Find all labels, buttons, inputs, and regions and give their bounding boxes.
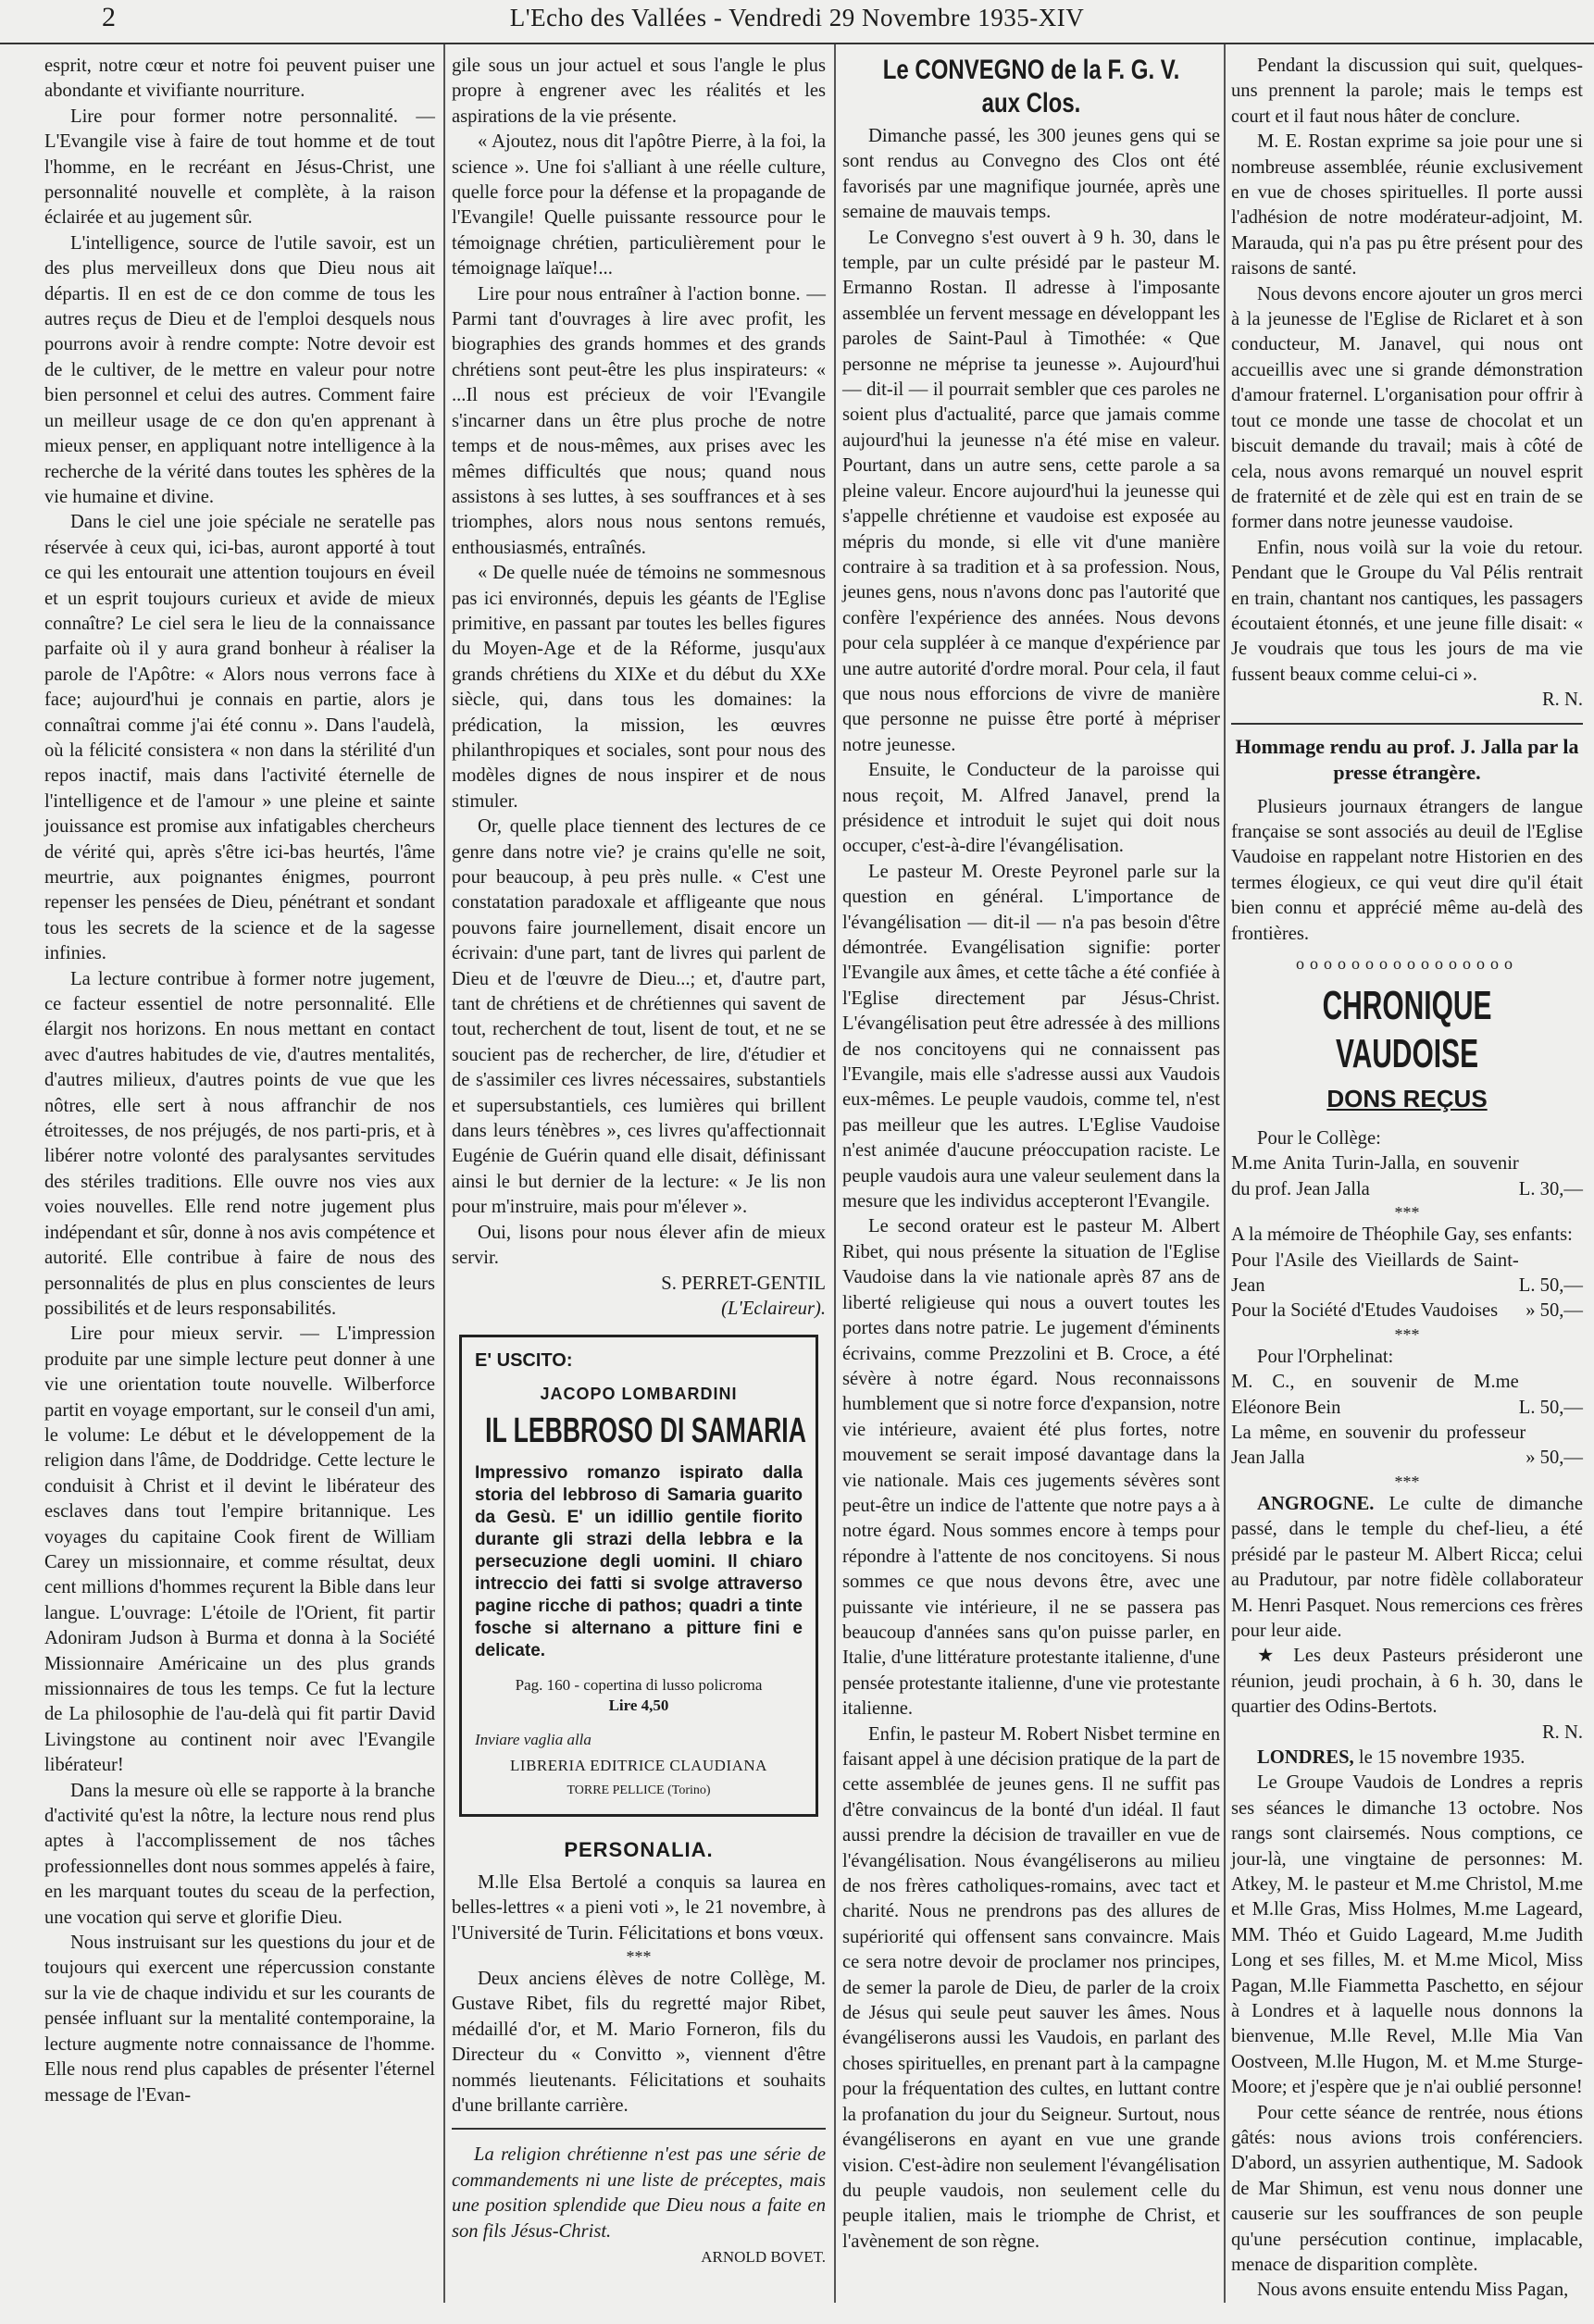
ad-order-note: Inviare vaglia alla [475, 1731, 592, 1749]
ad-description: Impressivo romanzo ispirato dalla storia del lebbroso di Samaria guarito da Gesù. E' un idillio gentile fiorito durante gli strazi della lebbra e la persecuzione degli uomini. Il chiaro intreccio dei fatti si svolge attraverso pagine ricche di pathos; quadri a tinte fosche si alternano a pitture fini e delicate. [475, 1463, 803, 1661]
donation-category: Pour le Collège: [1257, 1128, 1381, 1149]
paragraph: L'intelligence, source de l'utile savoir, est un des plus merveilleux dons que Dieu nous ait départis. Il en est de ce don comme de tous les autres reçus de Dieu et de l'emploi desquels nous pourrons avoir à rendre compte: Notre devoir est de le cultiver, de le mettre en valeur pour notre bien personnel et celui des autres. Comment faire un meilleur usage de ce don qu'en apprenant à mieux penser, en appliquant notre intelligence à la recherche de la vérité dans toutes les sphères de la vie humaine et divine. [44, 232, 435, 507]
paragraph: Lire pour former notre personnalité. — L'Evangile vise à faire de tout homme et de tout l'homme, en le recréant en Jésus-Christ, une personnalité nouvelle et complète, à la raison éclairée et au jugement sûr. [44, 106, 435, 229]
article-signature: R. N. [1541, 690, 1583, 711]
separator-stars: *** [1394, 1324, 1420, 1344]
paragraph: Le second orateur est le pasteur M. Albert Ribet, qui nous présente la situation de l'Eglise Vaudoise dans la vie nationale après 87 ans de liberté religieuse qui nous a ouvert toutes les portes dans notre patrie. Le jugement d'éminents écrivains, comme Prezzolini et B. Croce, a été sévère à notre égard. Nous reconnaissons humblement que si notre force d'expansion, notre vie intérieure, avaient été plus fortes, notre mouvement se serait imposé davantage dans la vie nationale. Mais ces jugements sévères sont peut-être un indice de l'attente que notre pays a à notre égard. Nous sommes encore à temps pour répondre à l'attente de nos concitoyens. Si nous sommes ce que nous devons être, avec une puissante vie intérieure, il ne se passera pas beaucoup d'années sans qu'on puisse parler, en Italie, d'une littérature protestante italienne, d'une pensée protestante italienne, d'une vie protestante italienne. [842, 1216, 1220, 1720]
book-advertisement [459, 1335, 818, 1817]
ornamental-rule: oooooooooooooooo [1296, 954, 1518, 973]
donation-text: La même, en souvenir du professeur Jean Jalla [1231, 1423, 1526, 1469]
dateline: le 15 novembre 1935. [1358, 1746, 1526, 1768]
paragraph: Le Groupe Vaudois de Londres a repris ses séances le dimanche 13 octobre. Nos rangs sont clairsemés. Nous comptions, ce jour-là, une vingtaine de personnes: M. Atkey, M. le pasteur et M.me Christol, M.me et M.lle Gras, Miss Holmes, M.me Lageard, MM. Théo et Guido Lageard, M.me Judith Long et ses filles, M. et M.me Micol, Miss Pagan, M.lle Fiammetta Paschetto, en séjour à Londres et à laquelle nous donnons la bienvenue, M.lle Revel, M.lle Mia Van Oostveen, M.lle Hugon, M. et M.me Sturge-Moore; et j'espère que je n'ai oublié personne! [1231, 1772, 1583, 2098]
paragraph: Deux anciens élèves de notre Collège, M. Gustave Ribet, fils du regretté major Ribet, médaillé d'or, et M. Mario Forneron, fils du Directeur du « Convitto », viennent d'être nommés lieutenants. Félicitations et souhaits d'une brillante carrière. [452, 1968, 826, 2116]
paragraph: Lire pour mieux servir. — L'impression produite par une simple lecture peut donner à une vie une orientation toute nouvelle. Wilberforce partit en voyage emportant, sur le conseil d'un ami, le volume: Le début et le développement de la religion dans l'âme, de Doddridge. Cette lecture le conduisit à Christ et il devint le libérateur des esclaves dans tout l'empire britannique. Les voyages du capitaine Cook firent de William Carey un missionnaire, et comme résultat, deux cent millions d'hommes reçurent la Bible dans leur langue. L'ouvrage: L'étoile de l'Orient, fit partir Adoniram Judson à Burma et donna à la Société Missionnaire Américaine un des plus grands missionnaires de tous les temps. Ce fut la lecture de La philosophie de l'au-delà qui fit partir David Livingstone au continent noir avec l'Evangile libérateur! [44, 1324, 435, 1776]
paragraph: Oui, lisons pour nous élever afin de mieux servir. [452, 1222, 826, 1269]
paragraph: gile sous un jour actuel et sous l'angle le plus propre à engrener avec les réalités et les aspirations de la vie présente. [452, 56, 826, 127]
separator-stars: *** [626, 1946, 652, 1966]
paragraph: Nous instruisant sur les questions du jour et de toujours qui exercent une répercussion constante sur la vie de chaque individu et sur les courants de pensée influant sur la mentalité contemporaine, la lecture augmente notre connaissance de l'homme. Elle nous rend plus capables de présenter l'éternel message de l'Evan- [44, 1933, 435, 2106]
donation-category: A la mémoire de Théophile Gay, ses enfants: [1231, 1224, 1573, 1246]
donation-row [1231, 1151, 1583, 1202]
ad-price: Lire 4,50 [608, 1696, 669, 1715]
paragraph: Or, quelle place tiennent des lectures de ce genre dans notre vie? je crains qu'elle ne soit, pour beaucoup, à peu près nulle. « C'est une constatation paradoxale et affligeante que nous pouvons faire journellement, disait encore un écrivain: d'une part, tant de livres qui parlent de Dieu et de l'œuvre de Dieu...; et, d'autre part, tant de chrétiens et de chrétiennes qui savent de tout, recherchent de tout, lisent de tout, et ne se soucient pas de rechercher, de lire, d'étudier et de s'assimiler ces livres nécessaires, substantiels et supersubstantiels, ces lumières qui brillent dans leurs ténèbres », ces livres qu'affectionnait Eugénie de Guérin quand elle disait, définissant ainsi le but dernier de la lecture: « Je lis non pour m'instruire, mais pour m'élever ». [452, 816, 826, 1218]
paragraph: M. E. Rostan exprime sa joie pour une si nombreuse assemblée, réunie exclusivement en vue de choses spirituelles. Il porte aussi l'adhésion de notre modérateur-adjoint, M. Marauda, qui n'a pas pu être présent pour des raisons de santé. [1231, 131, 1583, 280]
paragraph [1231, 1746, 1583, 1771]
column-rule [834, 44, 836, 2303]
place-name: ANGROGNE. [1257, 1493, 1375, 1514]
paragraph: Lire pour nous entraîner à l'action bonne. — Parmi tant d'ouvrages à lire avec profit, les biographies des grands hommes et des grands chrétiens sont peut-être les plus inspirateurs: « ...Il nous est précieux de voir l'Evangile s'incarner dans un être plus proche de notre temps et de nous-mêmes, aux prises avec les mêmes difficultés que nous; quand nous assistons à ses luttes, à ses souffrances et à ses triomphes, alors nous nous sentons remués, enthousiasmés, entraînés. [452, 283, 826, 558]
paragraph: Le pasteur M. Oreste Peyronel parle sur la question en général. L'importance de l'évangélisation — dit-il — n'a pas besoin d'être démontrée. Evangélisation signifie: porter l'Evangile aux âmes, et cette tâche a été confiée à l'Eglise directement par Jésus-Christ. L'évangélisation peut être adressée à des millions de nos concitoyens qui ne connaissent pas l'Evangile, mais elle s'adresse aussi aux Vaudois eux-mêmes. Le peuple vaudois, comme tel, n'est pas meilleur que les autres. L'Eglise Vaudoise n'est animée d'aucune préoccupation raciste. Le peuple vaudois aura une valeur seulement dans la mesure que les individus accepteront l'Evangile. [842, 861, 1220, 1212]
quote: La religion chrétienne n'est pas une série de commandements ni une liste de préceptes, mais une position splendide que Dieu nous a faite en son fils Jésus-Christ. [452, 2144, 826, 2242]
column-1 [44, 54, 435, 2108]
paragraph: Pour cette séance de rentrée, nous étions gâtés: nous avions trois conférenciers. D'abord, un assyrien authentique, M. Sadook de Mar Shimun, est venu nous donner une causerie sur les souffrances de son peuple qu'une persécution continue, implacable, menace de disparition complète. [1231, 2102, 1583, 2276]
paragraph: Enfin, le pasteur M. Robert Nisbet termine en faisant appel à une décision pratique de la part de cette assemblée de jeunes gens. Il ne suffit pas d'être convaincus de la bonté d'un idéal. Il faut aussi prendre la décision de travailler en vue de l'évangélisation. Nous évangéliserons au milieu de nos frères catholiques-romains, avec tact et charité. Nous ne prendrons pas des allures de supériorité qui offensent sans convaincre. Mais ce sera notre devoir de proclamer nos principes, de semer la parole de Dieu, de parler de la croix de Jésus qui seule peut sauver les âmes. Nous évangéliserons aussi les Vaudois, en parlant des choses spirituelles, en prenant part à la campagne pour la fréquentation des cultes, en luttant contre la profanation du jour du Seigneur. Surtout, nous évangéliserons en ayant en vue une grande vision. C'est-àdire non seulement l'évangélisation du peuple vaudois, non seulement celle du peuple italien, mais le triomphe de Christ, et l'avènement de son règne. [842, 1723, 1220, 2252]
donation-text: Pour l'Asile des Vieillards de Saint-Jean [1231, 1249, 1519, 1297]
donation-row [1231, 1421, 1583, 1472]
divider [452, 2128, 826, 2130]
place-name: LONDRES, [1257, 1746, 1354, 1768]
donation-text: M.me Anita Turin-Jalla, en souvenir du prof. Jean Jalla [1231, 1153, 1519, 1199]
divider [1231, 723, 1583, 725]
column-rule [443, 44, 445, 2303]
paragraph: « De quelle nuée de témoins ne sommesnous pas ici environnés, depuis les géants de l'Eglise primitive, en passant par toutes les belles figures du Moyen-Age et de la Réforme, jusqu'aux grands chrétiens du XIXe et du début du XXe siècle, qui, dans tous les domaines: la prédication, la mission, les œuvres philanthropiques et sociales, sont pour nous des modèles dignes de nous inspirer et de nous stimuler. [452, 563, 826, 812]
donation-row [1231, 1299, 1583, 1324]
donation-row [1231, 1370, 1583, 1421]
paragraph: La lecture contribue à former notre jugement, ce facteur essentiel de notre personnalité. Elle élargit nos horizons. En nous mettant en contact avec d'autres habitudes de vie, d'autres mentalités, d'autres milieux, d'autres points de vue que les nôtres, elle sert à nous affranchir de nos étroitesses, de nos préjugés, de nos parti-pris, et à libérer notre volonté des paralysantes servitudes des stériles traditions. Elle ouvre nos vies aux voies nouvelles. Elle rend notre jugement plus indépendant et sûr, donne à nos avis compétence et autorité. Elle contribue à faire de nous des personnalités de plus en plus conscientes de leurs possibilités et de leurs responsabilités. [44, 968, 435, 1319]
article-signature: S. PERRET-GENTIL [661, 1273, 826, 1294]
paragraph [1231, 1492, 1583, 1644]
ad-publisher: LIBRERIA EDITRICE CLAUDIANA [510, 1756, 767, 1774]
section-heading-personalia: PERSONALIA. [564, 1838, 714, 1862]
paragraph: Dans la mesure où elle se rapporte à la branche d'activité qu'est la nôtre, la lecture nous rend plus aptes à l'accomplissement de nos tâches professionnelles dont nous sommes appelés à faire, en les marquant toutes du sceau de la perfection, une vocation qui serve et glorifie Dieu. [44, 1780, 435, 1928]
donation-text: M. C., en souvenir de M.me Eléonore Bein [1231, 1372, 1519, 1418]
paragraph: Dans le ciel une joie spéciale ne seratelle pas réservée à ceux qui, ici-bas, auront apporté à tout ce qui les entourait une attention toujours en éveil et un esprit toujours curieux et avide de mieux connaître? Le ciel sera le lieu de la connaissance parfaite où il y aura grand bonheur à réaliser la parole de l'Apôtre: « Alors nous verrons face à face; aujourd'hui je connais en partie, alors je connaîtrai comme j'ai été connu ». Dans l'audelà, où la félicité consistera « non dans la stérilité d'un repos inactif, mais dans l'activité éternelle de l'intelligence et de l'amour » une pleine et sainte jouissance est promise aux infatigables chercheurs de vérité qui, après s'être ici-bas heurtés, l'âme meurtrie, aux poignantes énigmes, pourront repenser les pensées de Dieu, pénétrant et sondant tous les secrets de la science et de la sagesse infinies. [44, 512, 435, 964]
paragraph: Ensuite, le Conducteur de la paroisse qui nous reçoit, M. Alfred Janavel, prend la présidence et introduit le sujet qui doit nous occuper, c'est-à-dire l'évangélisation. [842, 760, 1220, 857]
paragraph: Plusieurs journaux étrangers de langue française se sont associés au deuil de l'Eglise Vaudoise en rappelant notre Historien en des termes élogieux, ce qui veut dire qu'il était bien connu et apprécié même au-delà des frontières. [1231, 796, 1583, 944]
donation-amount: L. 30,— [1518, 1178, 1583, 1199]
donation-amount: L. 50,— [1518, 1397, 1583, 1418]
column-2 [452, 54, 826, 2269]
ad-author: JACOPO LOMBARDINI [540, 1384, 738, 1403]
section-heading-chronique: CHRONIQUE VAUDOISE [1322, 983, 1492, 1076]
article-title: Hommage rendu au prof. J. Jalla par la presse étrangère. [1235, 734, 1579, 784]
ad-city: TORRE PELLICE (Torino) [567, 1783, 711, 1797]
news-text: Le culte de dimanche passé, dans le temple du chef-lieu, a été présidé par le pasteur M. Albert Ricca; celui au Pradutour, par notre fidèle collaborateur M. Henri Pasquet. Nous remercions ces frères pour leur aide. [1231, 1493, 1583, 1641]
paragraph: Enfin, nous voilà sur la voie du retour. Pendant que le Groupe du Val Pélis rentrait en train, chantant nos cantiques, les passagers écoutaient étonnés, et une jeune fille disait: « Je voudrais que tous les jours de ma vie fussent beaux comme celui-ci ». [1231, 537, 1583, 685]
separator-stars: *** [1394, 1472, 1420, 1491]
donation-category: Pour l'Orphelinat: [1257, 1346, 1394, 1367]
donation-row [1231, 1249, 1583, 1299]
section-heading-dons: DONS REÇUS [1326, 1085, 1488, 1112]
page-header [0, 0, 1594, 44]
paragraph: Le Convegno s'est ouvert à 9 h. 30, dans le temple, par un culte présidé par le pasteur M. Ermanno Rostan. Il adresse à l'imposante assemblée un fervent message en développant les paroles de Saint-Paul à Timothée: « Que personne ne méprise ta jeunesse ». Aujourd'hui — dit-il — il pourrait sembler que ces paroles ne soient plus d'actualité, parce que jamais comme aujourd'hui la jeunesse n'a été mise en valeur. Pourtant, dans un autre sens, cette parole a sa pleine valeur. Encore aujourd'hui la jeunesse qui s'appelle chrétienne et vaudoise est exposée au mépris du monde, si elle vit d'une manière contraire à sa tradition et à sa profession. Nous, jeunes gens, nous n'avons donc pas l'autorité que confère l'expérience des années. Nous devons pour cela suppléer à ce manque d'expérience par une autre autorité d'ordre moral. Pour cela, il faut que nous nous efforcions de vivre de manière que personne ne puisse être porté à mépriser notre jeunesse. [842, 227, 1220, 755]
page-number: 2 [102, 2, 116, 32]
donation-amount: L. 50,— [1518, 1275, 1583, 1297]
ad-pages: Pag. 160 - copertina di lusso policroma [515, 1676, 763, 1695]
donation-amount: » 50,— [1526, 1448, 1583, 1469]
paragraph: M.lle Elsa Bertolé a conquis sa laurea en belles-lettres « a pieni voti », le 21 novembre, à l'Université de Turin. Félicitations et bons vœux. [452, 1871, 826, 1944]
ad-book-title: IL LEBBROSO DI SAMARIA [485, 1411, 806, 1451]
paragraph: « Ajoutez, nous dit l'apôtre Pierre, à la foi, la science ». Une foi s'alliant à une réelle culture, quelle force pour la défense et la propagande de l'Evangile! Quelle puissante ressource pour le témoignage chrétien, particulièrement pour le témoignage laïque!... [452, 131, 826, 280]
donation-text: Pour la Société d'Etudes Vaudoises [1231, 1300, 1499, 1322]
article-signature: R. N. [1541, 1721, 1583, 1743]
masthead-title: L'Echo des Vallées - Vendredi 29 Novembre 1935-XIV [509, 4, 1085, 31]
paragraph: Pendant la discussion qui suit, quelques-uns prennent la parole; mais le temps est court et il faut nous hâter de conclure. [1231, 56, 1583, 127]
column-rule [1224, 44, 1226, 2303]
paragraph: Nous avons ensuite entendu Miss Pagan, [1257, 2280, 1569, 2301]
paragraph: Nous devons encore ajouter un gros merci à la jeunesse de l'Eglise de Riclaret et à son conducteur, M. Janavel, qui nous ont accueillis avec une si grande démonstration d'amour fraternel. L'organisation pour offrir à tout ce monde une tasse de chocolat et un biscuit demande du travail; mais à côté de cela, nous avons remarqué un nouvel esprit de fraternité et de zèle qui est en train de se former dans notre jeunesse vaudoise. [1231, 283, 1583, 533]
separator-stars: *** [1394, 1203, 1420, 1223]
donation-amount: » 50,— [1526, 1300, 1583, 1322]
paragraph: ★ Les deux Pasteurs présideront une réunion, jeudi prochain, à 6 h. 30, dans le quartier des Odins-Bertots. [1231, 1646, 1583, 1718]
column-4 [1231, 54, 1583, 2304]
paragraph: esprit, notre cœur et notre foi peuvent puiser une abondante et vivifiante nourriture. [44, 56, 435, 102]
quote-author: ARNOLD BOVET. [701, 2248, 826, 2267]
paragraph: Dimanche passé, les 300 jeunes gens qui se sont rendus au Convegno des Clos ont été favorisés par une magnifique journée, après une semaine de mauvais temps. [842, 126, 1220, 223]
column-3 [842, 54, 1220, 2255]
article-title: Le CONVEGNO de la F. G. V. aux Clos. [882, 55, 1180, 118]
ad-label: E' USCITO: [475, 1350, 573, 1372]
article-source: (L'Eclaireur). [721, 1298, 826, 1319]
